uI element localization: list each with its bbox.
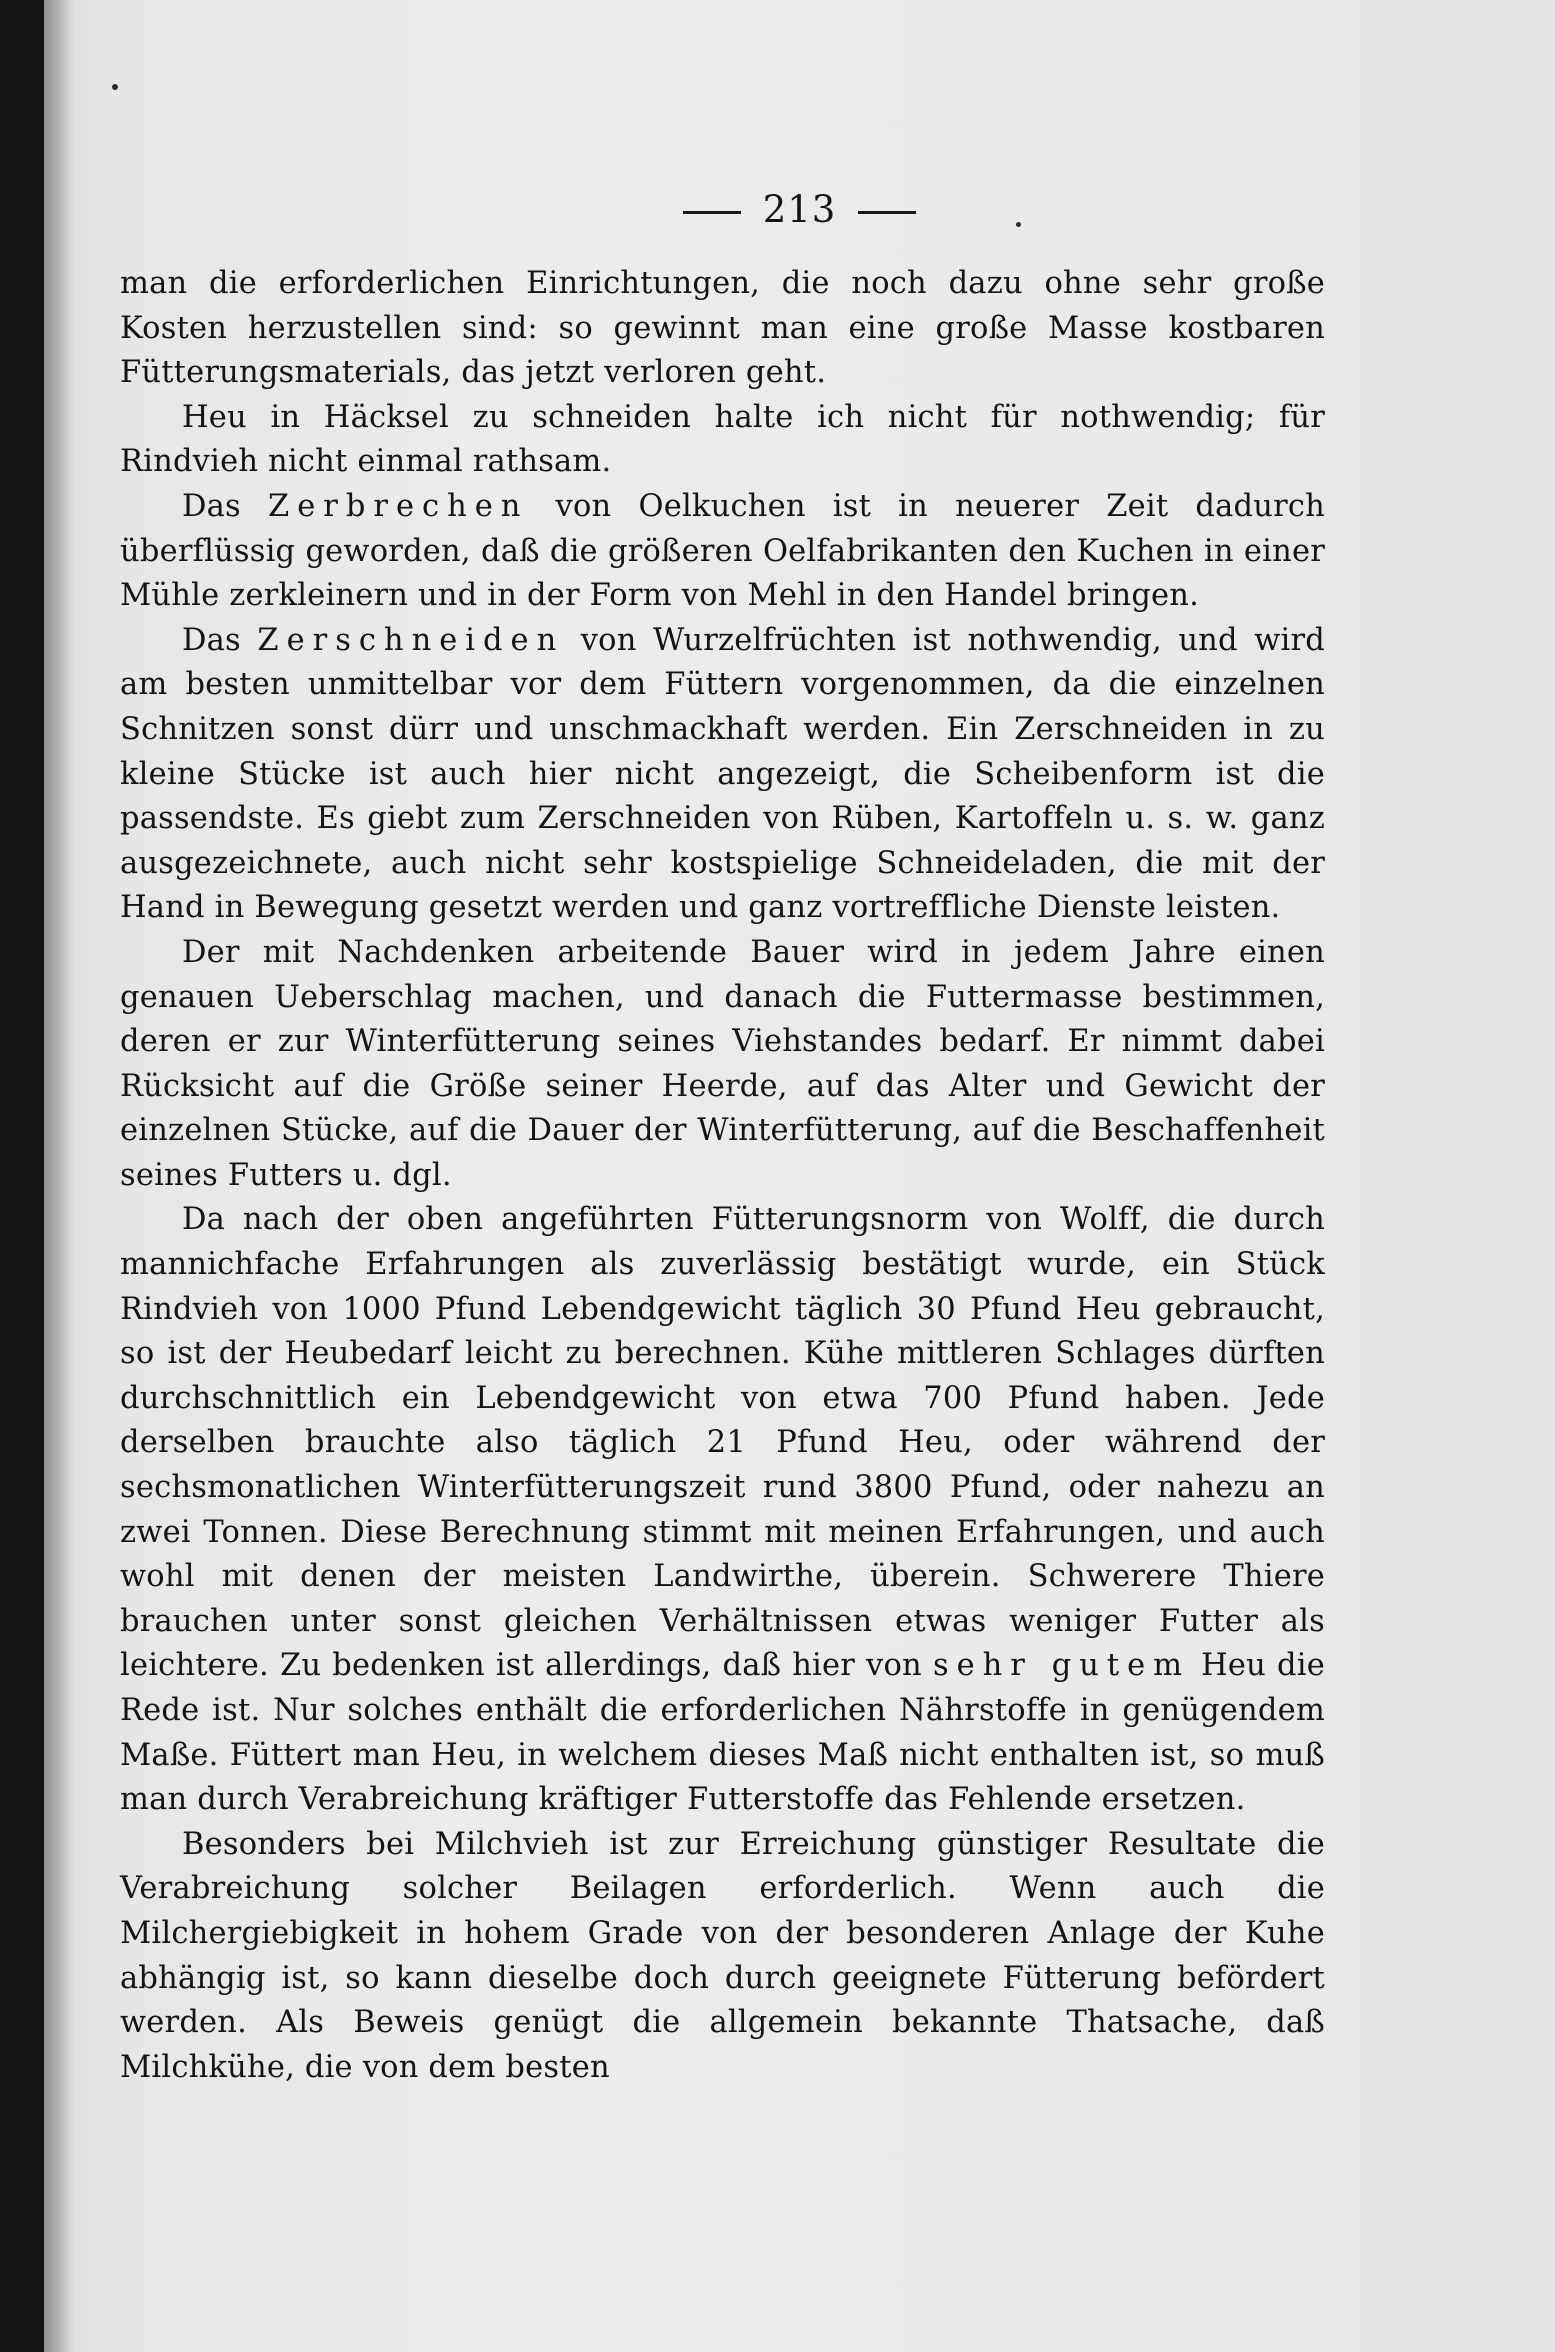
paragraph <box>120 262 1325 396</box>
text-run: von Wurzelfrüchten ist nothwendig, und wird am besten unmittelbar vor dem Füttern vorgenommen, da die einzelnen Schnitzen sonst dürr und unschmackhaft werden. Ein Zerschneiden in zu kleine Stücke ist auch hier nicht angezeigt, die Scheibenform ist die passendste. Es giebt zum Zerschneiden von Rüben, Kartoffeln u. s. w. ganz ausgezeichnete, auch nicht sehr kostspielige Schneideladen, die mit der Hand in Bewegung gesetzt werden und ganz vortreffliche Dienste leisten. <box>120 622 1325 926</box>
paragraph <box>120 931 1325 1199</box>
text-run: Das <box>182 488 269 524</box>
paragraph <box>120 1823 1325 2091</box>
text-run: man die erforderlichen Einrichtungen, die noch dazu ohne sehr große Kosten herzustellen sind: so gewinnt man eine große Masse kostbaren Fütterungsmaterials, das jetzt verloren geht. <box>120 266 1325 391</box>
paragraph <box>120 485 1325 619</box>
text-run: Das <box>182 622 258 658</box>
body-text <box>120 262 1325 2090</box>
text-run: Heu in Häcksel zu schneiden halte ich nicht für nothwendig; für Rindvieh nicht einmal rathsam. <box>120 399 1325 480</box>
emphasized-text: Zerbrechen <box>268 488 529 524</box>
emphasized-text: sehr gutem <box>932 1648 1191 1684</box>
text-run: Besonders bei Milchvieh ist zur Erreichung günstiger Resultate die Verabreichung solcher Beilagen erforderlich. Wenn auch die Milchergiebigkeit in hohem Grade von der besonderen Anlage der Kuhe abhängig ist, so kann dieselbe doch durch geeignete Fütterung befördert werden. Als Beweis genügt die allgemein bekannte Thatsache, daß Milchkühe, die von dem besten <box>120 1826 1325 2085</box>
text-run: Heu die Rede ist. Nur solches enthält die erforderlichen Nährstoffe in genügendem Maße. Füttert man Heu, in welchem dieses Maß nicht enthalten ist, so muß man durch Verabreichung kräftiger Futterstoffe das Fehlende ersetzen. <box>120 1648 1325 1818</box>
page-number-left-dash <box>683 211 741 214</box>
emphasized-text: Zerschneiden <box>257 622 565 658</box>
dust-speck <box>112 84 118 90</box>
gutter-shadow <box>44 0 74 2352</box>
page-number-value: 213 <box>762 188 837 231</box>
book-page <box>44 0 1555 2352</box>
page-number-right-dash <box>858 211 916 214</box>
text-run: Der mit Nachdenken arbeitende Bauer wird in jedem Jahre einen genauen Ueberschlag machen, und danach die Futtermasse bestimmen, deren er zur Winterfütterung seines Viehstandes bedarf. Er nimmt dabei Rücksicht auf die Größe seiner Heerde, auf das Alter und Gewicht der einzelnen Stücke, auf die Dauer der Winterfütterung, auf die Beschaffenheit seines Futters u. dgl. <box>120 934 1325 1193</box>
text-run: von Oelkuchen ist in neuerer Zeit dadurch überflüssig geworden, daß die größeren Oelfabrikanten den Kuchen in einer Mühle zerkleinern und in der Form von Mehl in den Handel bringen. <box>120 488 1325 614</box>
paragraph <box>120 619 1325 931</box>
text-run: Da nach der oben angeführten Fütterungsnorm von Wolff, die durch mannichfache Erfahrungen als zuverlässig bestätigt wurde, ein Stück Rindvieh von 1000 Pfund Lebendgewicht täglich 30 Pfund Heu gebraucht, so ist der Heubedarf leicht zu berechnen. Kühe mittleren Schlages dürften durchschnittlich ein Lebendgewicht von etwa 700 Pfund haben. Jede derselben brauchte also täglich 21 Pfund Heu, oder während der sechsmonatlichen Winterfütterungszeit rund 3800 Pfund, oder nahezu an zwei Tonnen. Diese Berechnung stimmt mit meinen Erfahrungen, und auch wohl mit denen der meisten Landwirthe, überein. Schwerere Thiere brauchen unter sonst gleichen Verhältnissen etwas weniger Futter als leichtere. Zu bedenken ist allerdings, daß hier von <box>120 1202 1325 1684</box>
page-number <box>44 188 1555 231</box>
paragraph <box>120 396 1325 485</box>
paragraph <box>120 1198 1325 1822</box>
